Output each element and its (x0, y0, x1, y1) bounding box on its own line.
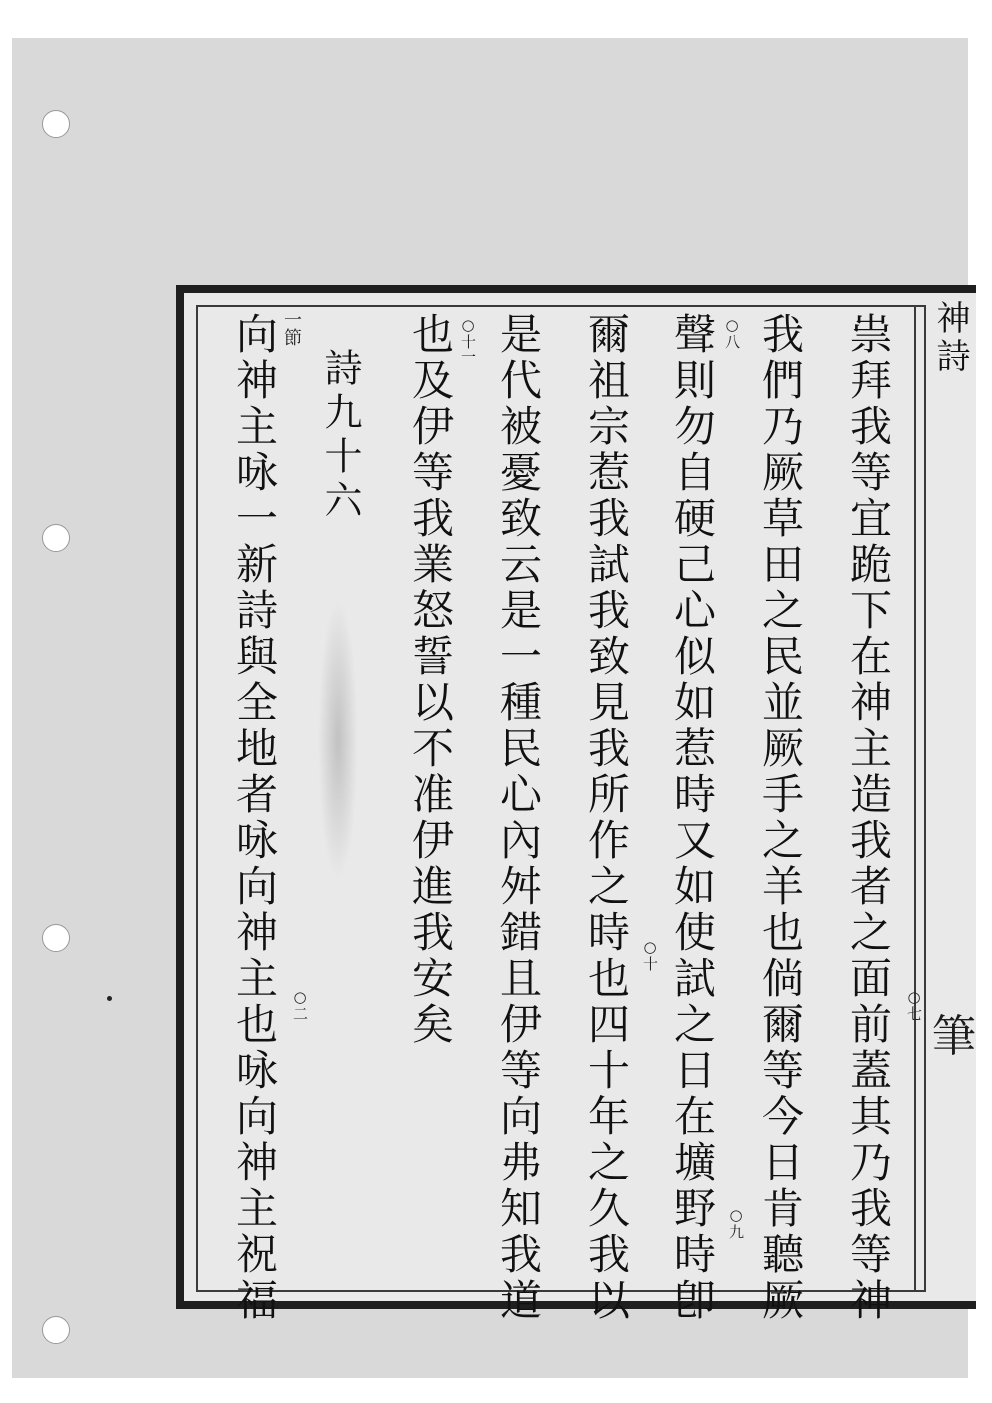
text-column-2: 我們乃厥草田之民並厥手之羊也倘爾等今日肯聽厥 (756, 312, 805, 1324)
ink-dot (107, 996, 112, 1001)
punch-hole (42, 524, 70, 552)
text-column-4: 爾祖宗惹我試我致見我所作之時也四十年之久我以 (582, 312, 631, 1324)
text-column-5: 是代被憂致云是一種民心內舛錯且伊等向弗知我道 (494, 312, 543, 1324)
center-fold-line (914, 305, 916, 1292)
verse-note-11: ○十一 (459, 316, 477, 364)
section-marker: 一節 (281, 310, 302, 346)
punch-hole (42, 110, 70, 138)
page-stain (318, 600, 358, 880)
side-title: 神詩 (930, 300, 970, 376)
punch-hole (42, 924, 70, 952)
inner-border (196, 305, 926, 1292)
chapter-heading: 詩九十六 (318, 348, 362, 524)
verse-note-7: ○七 (905, 988, 923, 1021)
verse-note-9: ○九 (727, 1206, 745, 1239)
text-column-8: 向神主咏一新詩與全地者咏向神主也咏向神主祝福 (230, 312, 279, 1324)
verse-note-8: ○八 (723, 316, 741, 349)
edge-fragment: 筆 (932, 1011, 976, 1062)
verse-note-10: ○十 (641, 938, 659, 971)
verse-note-2: ○二 (291, 988, 309, 1021)
text-column-6: 也及伊等我業怒誓以不准伊進我安矣 (406, 312, 455, 1048)
text-column-1: 祟拜我等宜跪下在神主造我者之面前蓋其乃我等神 (844, 312, 893, 1324)
punch-hole (42, 1316, 70, 1344)
text-column-3: 聲則勿自硬己心似如惹時又如使試之日在壙野時卽 (668, 312, 717, 1324)
